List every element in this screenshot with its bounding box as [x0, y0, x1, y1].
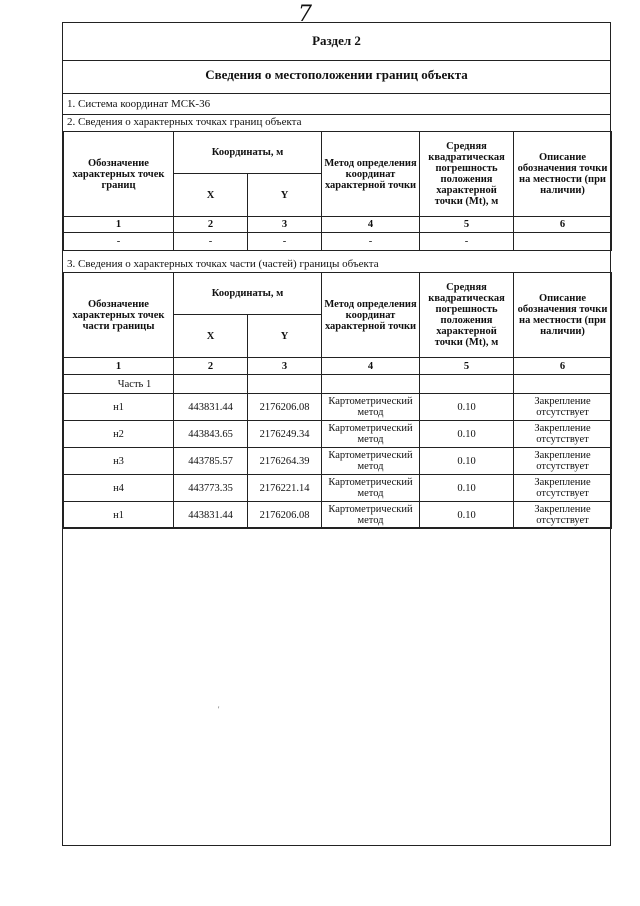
table-row: [64, 502, 612, 529]
description-cell: Закрепление отсутствует: [514, 502, 612, 529]
section-title: Раздел 2: [312, 33, 361, 48]
header-method: Метод определения координат характерной точки: [322, 273, 420, 358]
table2-caption: 3. Сведения о характерных точках части (частей) границы объекта: [67, 258, 379, 270]
point-cell: н4: [64, 475, 174, 502]
column-number: 2: [174, 217, 248, 233]
error-cell: 0.10: [420, 448, 514, 475]
table-cell: [248, 375, 322, 394]
y-cell: 2176206.08: [248, 394, 322, 421]
column-number: 5: [420, 358, 514, 375]
y-cell: 2176221.14: [248, 475, 322, 502]
column-number: 1: [64, 217, 174, 233]
table-row: [64, 421, 612, 448]
table-cell: [174, 375, 248, 394]
divider: [63, 527, 610, 528]
y-cell: 2176249.34: [248, 421, 322, 448]
coordinate-system: 1. Система координат МСК-36: [67, 98, 211, 110]
header-error: Средняя квадратическая погрешность положения характерной точки (Mt), м: [420, 273, 514, 358]
method-cell: Картометрический метод: [322, 421, 420, 448]
table-cell: [514, 233, 612, 251]
table-row: [64, 233, 612, 251]
method-cell: Картометрический метод: [322, 502, 420, 529]
description-cell: Закрепление отсутствует: [514, 421, 612, 448]
point-cell: н3: [64, 448, 174, 475]
header-designation: Обозначение характерных точек части границы: [64, 273, 174, 358]
table-cell: -: [248, 233, 322, 251]
header-coordinates: Координаты, м: [174, 132, 322, 174]
error-cell: 0.10: [420, 475, 514, 502]
x-cell: 443831.44: [174, 502, 248, 529]
table-cell: [514, 375, 612, 394]
header-method: Метод определения координат характерной точки: [322, 132, 420, 217]
column-number: 5: [420, 217, 514, 233]
table-part-boundary-points: [63, 272, 612, 529]
divider: [63, 60, 610, 61]
header-description: Описание обозначения точки на местности (при наличии): [514, 132, 612, 217]
column-number: 2: [174, 358, 248, 375]
part-label: Часть 1: [64, 375, 174, 394]
section-subtitle: Сведения о местоположении границ объекта: [205, 67, 468, 82]
method-cell: Картометрический метод: [322, 448, 420, 475]
header-error: Средняя квадратическая погрешность положения характерной точки (Mt), м: [420, 132, 514, 217]
column-number: 4: [322, 358, 420, 375]
table1-caption: 2. Сведения о характерных точках границ объекта: [67, 116, 302, 128]
header-x: X: [174, 174, 248, 217]
error-cell: 0.10: [420, 421, 514, 448]
table-characteristic-points: [63, 131, 612, 251]
point-cell: н1: [64, 394, 174, 421]
header-y: Y: [248, 315, 322, 358]
x-cell: 443843.65: [174, 421, 248, 448]
table-row: [64, 375, 612, 394]
column-number: 4: [322, 217, 420, 233]
stray-mark: ': [218, 705, 220, 714]
description-cell: Закрепление отсутствует: [514, 448, 612, 475]
table-cell: -: [420, 233, 514, 251]
header-coordinates: Координаты, м: [174, 273, 322, 315]
point-cell: н2: [64, 421, 174, 448]
column-number: 3: [248, 358, 322, 375]
divider: [63, 114, 610, 115]
error-cell: 0.10: [420, 394, 514, 421]
table-cell: -: [322, 233, 420, 251]
description-cell: Закрепление отсутствует: [514, 475, 612, 502]
y-cell: 2176264.39: [248, 448, 322, 475]
column-number: 3: [248, 217, 322, 233]
point-cell: н1: [64, 502, 174, 529]
column-number: 1: [64, 358, 174, 375]
header-description: Описание обозначения точки на местности (при наличии): [514, 273, 612, 358]
header-designation: Обозначение характерных точек границ: [64, 132, 174, 217]
column-number: 6: [514, 358, 612, 375]
x-cell: 443831.44: [174, 394, 248, 421]
method-cell: Картометрический метод: [322, 475, 420, 502]
table-row: [64, 448, 612, 475]
header-x: X: [174, 315, 248, 358]
x-cell: 443773.35: [174, 475, 248, 502]
table-cell: -: [174, 233, 248, 251]
document-frame: [62, 22, 611, 846]
table-cell: [322, 375, 420, 394]
column-number: 6: [514, 217, 612, 233]
table-row: [64, 394, 612, 421]
header-y: Y: [248, 174, 322, 217]
description-cell: Закрепление отсутствует: [514, 394, 612, 421]
x-cell: 443785.57: [174, 448, 248, 475]
table-cell: -: [64, 233, 174, 251]
y-cell: 2176206.08: [248, 502, 322, 529]
page-number: 7: [298, 2, 312, 27]
table-cell: [420, 375, 514, 394]
error-cell: 0.10: [420, 502, 514, 529]
table-row: [64, 475, 612, 502]
method-cell: Картометрический метод: [322, 394, 420, 421]
divider: [63, 93, 610, 94]
